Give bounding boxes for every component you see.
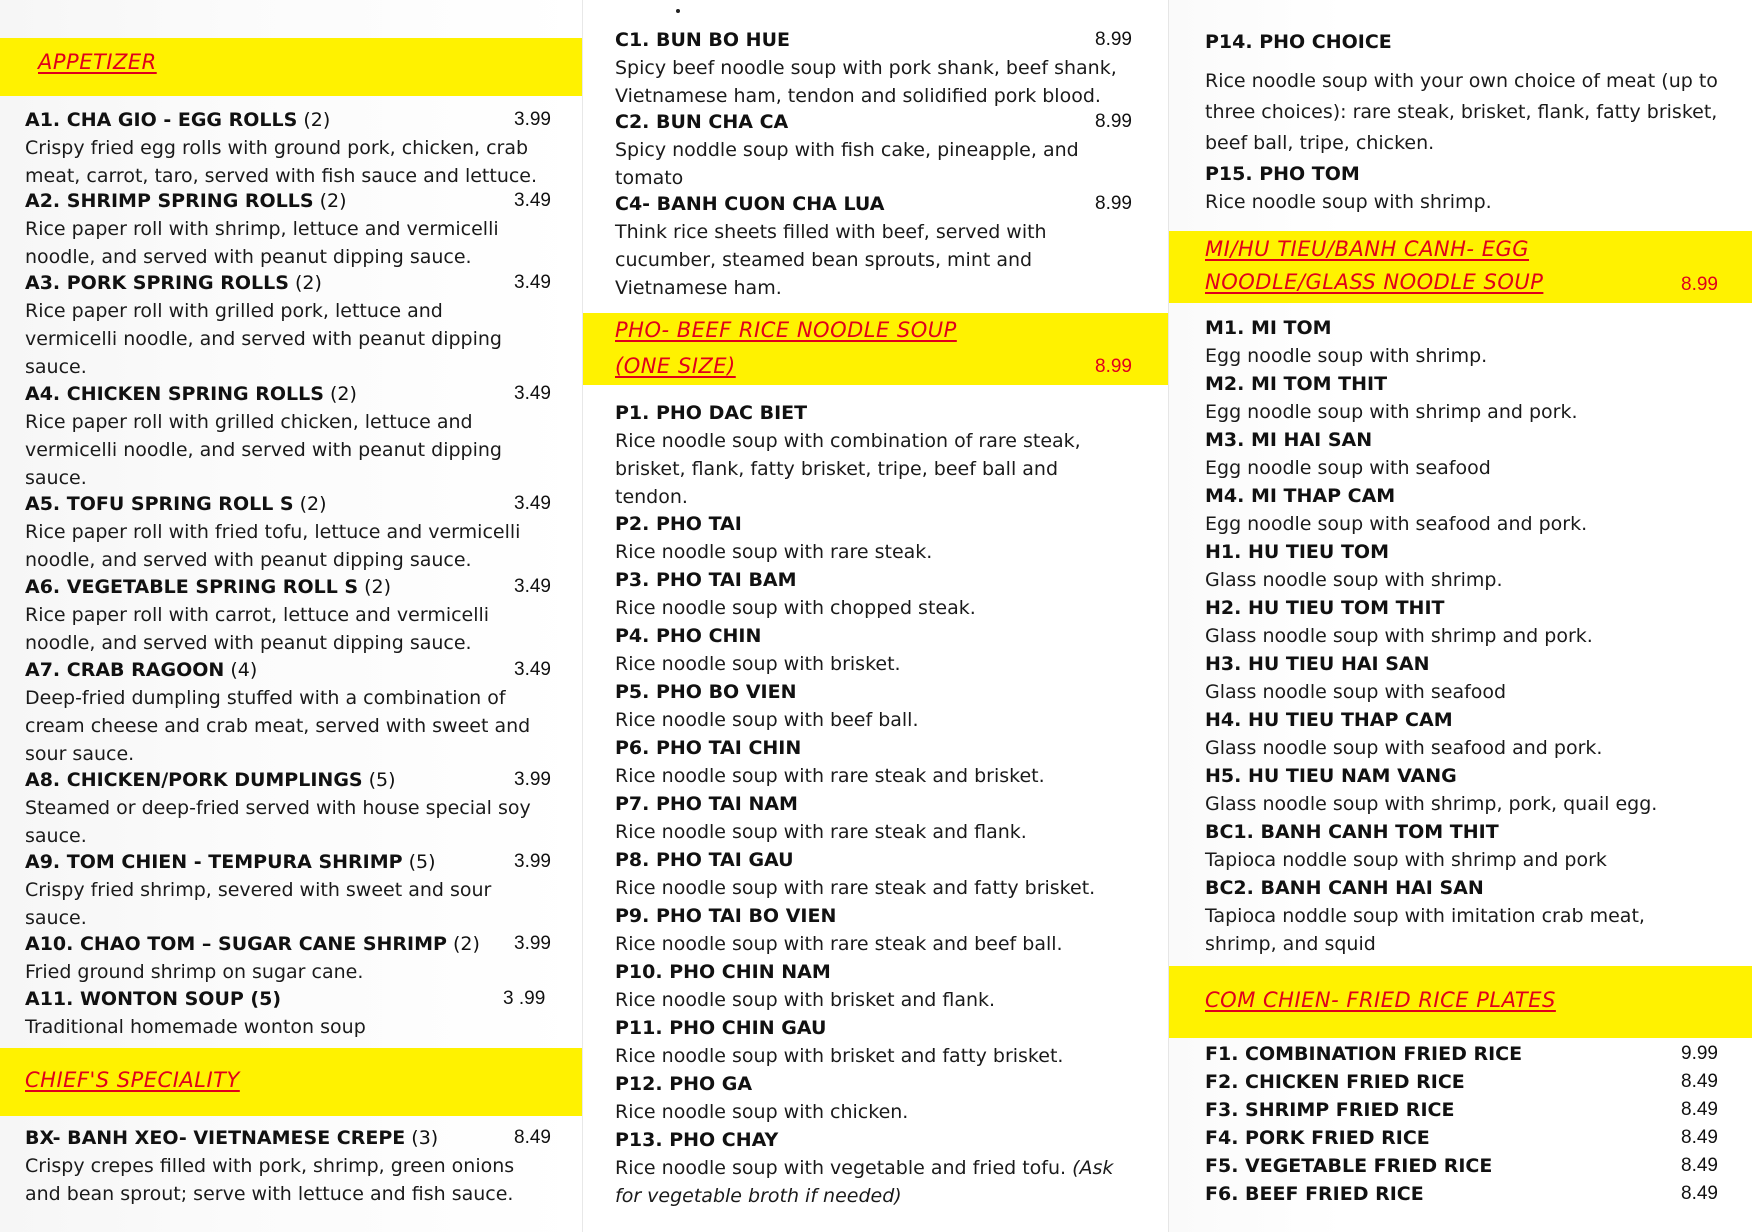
menu-item-name (615, 680, 796, 704)
menu-item-description (1205, 342, 1487, 370)
menu-panel-center (582, 0, 1169, 1232)
menu-item-name-text: P10. PHO CHIN NAM (615, 961, 831, 983)
menu-item-name (1205, 1098, 1454, 1122)
menu-item-name-text: F2. CHICKEN FRIED RICE (1205, 1071, 1465, 1093)
mi-heading-line1: MI/HU TIEU/BANH CANH- EGG (1205, 237, 1530, 261)
menu-item-price: 8.49 (1681, 1183, 1718, 1204)
menu-item-name: A11. WONTON SOUP (5) (25, 988, 282, 1010)
menu-item-name-text: P12. PHO GA (615, 1073, 753, 1095)
menu-item-name-text: H4. HU TIEU THAP CAM (1205, 709, 1453, 731)
menu-item-description (1205, 454, 1491, 482)
menu-item-name-text: M1. MI TOM (1205, 317, 1332, 339)
menu-item-name (615, 736, 801, 760)
description-line (615, 1154, 1113, 1182)
menu-item-description (1205, 846, 1607, 874)
menu-item-price: 8.49 (1681, 1127, 1718, 1148)
menu-item-description: Spicy beef noodle soup with pork shank, beef shank, Vietnamese ham, tendon and solidified pork blood. (615, 57, 1117, 107)
menu-item-name (615, 960, 831, 984)
menu-item-description (1205, 902, 1645, 958)
menu-item-description (1205, 622, 1593, 650)
chief-speciality-heading: CHIEF'S SPECIALITY (25, 1068, 240, 1092)
menu-item-price: 3.49 (514, 659, 551, 680)
description-line: Rice noodle soup with rare steak and fatty brisket. (615, 877, 1096, 899)
description-line: Glass noodle soup with shrimp, pork, quail egg. (1205, 793, 1658, 815)
description-line: Tapioca noddle soup with imitation crab meat, (1205, 905, 1645, 927)
menu-item-price: 8.49 (1681, 1155, 1718, 1176)
menu-item-description (1205, 510, 1587, 538)
menu-item-description (615, 874, 1095, 902)
menu-item-name-text: P4. PHO CHIN (615, 625, 762, 647)
description-line: Rice noodle soup with rare steak and brisket. (615, 765, 1045, 787)
menu-item-name: A2. SHRIMP SPRING ROLLS (2) (25, 190, 347, 212)
menu-item-name-text: F5. VEGETABLE FRIED RICE (1205, 1155, 1493, 1177)
menu-item-price: 3.49 (514, 272, 551, 293)
description-line: Glass noodle soup with seafood and pork. (1205, 737, 1603, 759)
menu-item-name: C4- BANH CUON CHA LUA (615, 193, 885, 215)
mi-section-price: 8.99 (1681, 274, 1718, 295)
menu-item-name (1205, 1154, 1492, 1178)
menu-item-description: Crispy fried shrimp, severed with sweet and sour sauce. (25, 879, 492, 929)
description-line: Rice noodle soup with combination of rare steak, (615, 430, 1081, 452)
menu-item-name: A1. CHA GIO - EGG ROLLS (2) (25, 109, 331, 131)
menu-item-name-text: H5. HU TIEU NAM VANG (1205, 765, 1457, 787)
menu-item-description: Rice paper roll with grilled chicken, lettuce and vermicelli noodle, and served with peanut dipping sauce. (25, 411, 502, 489)
menu-item-name-text: F1. COMBINATION FRIED RICE (1205, 1043, 1523, 1065)
menu-item-name-text: F3. SHRIMP FRIED RICE (1205, 1099, 1455, 1121)
menu-item-name (615, 904, 836, 928)
menu-item-description: Spicy noddle soup with fish cake, pineapple, and tomato (615, 139, 1079, 189)
menu-item-description (615, 762, 1045, 790)
menu-item-name (1205, 316, 1332, 340)
menu-item-price: 3.99 (514, 109, 551, 130)
menu-item-name: A5. TOFU SPRING ROLL S (2) (25, 493, 327, 515)
menu-item-name (615, 1128, 778, 1152)
description-line: Egg noodle soup with seafood (1205, 457, 1491, 479)
menu-item-name-text: P13. PHO CHAY (615, 1129, 779, 1151)
menu-item-name-text: BC2. BANH CANH HAI SAN (1205, 877, 1484, 899)
menu-item-price: 8.49 (1681, 1071, 1718, 1092)
menu-item-name-text: P7. PHO TAI NAM (615, 793, 798, 815)
menu-item-description: Traditional homemade wonton soup (25, 1016, 366, 1038)
description-line: Rice noodle soup with brisket. (615, 653, 901, 675)
menu-item-description (615, 706, 919, 734)
pho-section-price: 8.99 (1095, 356, 1132, 377)
menu-item-name (1205, 708, 1453, 732)
menu-item-description (615, 1098, 908, 1126)
menu-item-price: 3.49 (514, 190, 551, 211)
description-line: Rice noodle soup with brisket and fatty brisket. (615, 1045, 1064, 1067)
menu-item-description (1205, 790, 1657, 818)
menu-item-name-text: P5. PHO BO VIEN (615, 681, 797, 703)
menu-item-description: Crispy fried egg rolls with ground pork, chicken, crab meat, carrot, taro, served with fish sauce and lettuce. (25, 137, 538, 187)
description-line: Egg noodle soup with shrimp and pork. (1205, 401, 1578, 423)
menu-item-description: Think rice sheets filled with beef, served with cucumber, steamed bean sprouts, mint and Vietnamese ham. (615, 221, 1047, 299)
menu-item-description (615, 1154, 1113, 1210)
menu-item-description: Rice paper roll with fried tofu, lettuce and vermicelli noodle, and served with peanut dipping sauce. (25, 521, 521, 571)
menu-item-name (615, 1072, 752, 1096)
appetizer-heading: APPETIZER (38, 50, 157, 74)
description-line (615, 1182, 1113, 1210)
menu-item-name-text: M2. MI TOM THIT (1205, 373, 1388, 395)
menu-item-name-text: P3. PHO TAI BAM (615, 569, 797, 591)
menu-item-name-text: F6. BEEF FRIED RICE (1205, 1183, 1424, 1205)
menu-item-price: 8.99 (1095, 111, 1132, 132)
description-line: Rice noodle soup with chopped steak. (615, 597, 976, 619)
description-line: Rice noodle soup with rare steak and beef ball. (615, 933, 1063, 955)
description-line: Rice noodle soup with brisket and flank. (615, 989, 996, 1011)
menu-item-name-text: M4. MI THAP CAM (1205, 485, 1396, 507)
menu-item-name (1205, 764, 1457, 788)
menu-item-name-text: P1. PHO DAC BIET (615, 402, 808, 424)
menu-item-name (1205, 428, 1372, 452)
menu-item-name: A8. CHICKEN/PORK DUMPLINGS (5) (25, 769, 396, 791)
menu-item-name (1205, 1126, 1430, 1150)
menu-item-name: A10. CHAO TOM – SUGAR CANE SHRIMP (2) (25, 933, 480, 955)
description-text: Rice noodle soup with vegetable and fried tofu. (615, 1157, 1067, 1179)
menu-item-price: 3.49 (514, 383, 551, 404)
menu-item-name-text: P9. PHO TAI BO VIEN (615, 905, 837, 927)
menu-item-price: 8.49 (1681, 1099, 1718, 1120)
menu-item-name-text: F4. PORK FRIED RICE (1205, 1127, 1430, 1149)
menu-item-description (615, 650, 901, 678)
menu-item-name (1205, 540, 1389, 564)
menu-item-name (1205, 372, 1387, 396)
menu-item-description (615, 986, 995, 1014)
menu-item-name (1205, 652, 1430, 676)
menu-item-price: 3.99 (514, 933, 551, 954)
menu-item-description: Rice paper roll with shrimp, lettuce and vermicelli noodle, and served with peanut dipping sauce. (25, 218, 499, 268)
description-line: Rice noodle soup with rare steak and flank. (615, 821, 1027, 843)
menu-item-name (615, 624, 761, 648)
menu-panel-right (1168, 0, 1752, 1232)
menu-item-name: A3. PORK SPRING ROLLS (2) (25, 272, 322, 294)
menu-item-name: A6. VEGETABLE SPRING ROLL S (2) (25, 576, 392, 598)
menu-item-description: Rice noodle soup with shrimp. (1205, 191, 1492, 213)
menu-item-name (1205, 484, 1395, 508)
menu-item-price: 3.49 (514, 576, 551, 597)
menu-item-description (1205, 566, 1503, 594)
menu-item-name-text: P11. PHO CHIN GAU (615, 1017, 827, 1039)
menu-item-price: 8.99 (1095, 193, 1132, 214)
menu-item-price: 9.99 (1681, 1043, 1718, 1064)
menu-item-description (1205, 678, 1506, 706)
description-line: Rice noodle soup with chicken. (615, 1101, 909, 1123)
menu-item-price: 3.99 (514, 851, 551, 872)
description-note: for vegetable broth if needed) (615, 1185, 902, 1207)
menu-item-name: A7. CRAB RAGOON (4) (25, 659, 258, 681)
description-line: Glass noodle soup with seafood (1205, 681, 1507, 703)
menu-item-price: 3.49 (514, 493, 551, 514)
description-line: Tapioca noddle soup with shrimp and pork (1205, 849, 1607, 871)
menu-item-name (615, 848, 794, 872)
menu-item-name-text: H2. HU TIEU TOM THIT (1205, 597, 1445, 619)
menu-item-name: C2. BUN CHA CA (615, 111, 789, 133)
description-line: tendon. (615, 486, 688, 508)
pho-heading-line2: (ONE SIZE) (615, 354, 736, 378)
menu-item-name-text: M3. MI HAI SAN (1205, 429, 1373, 451)
menu-item-name-text: H1. HU TIEU TOM (1205, 541, 1389, 563)
menu-item-name (1205, 876, 1484, 900)
menu-item-name: BX- BANH XEO- VIETNAMESE CREPE (3) (25, 1127, 439, 1149)
menu-item-name (615, 512, 742, 536)
menu-item-name: A9. TOM CHIEN - TEMPURA SHRIMP (5) (25, 851, 436, 873)
menu-item-description: Deep-fried dumpling stuffed with a combination of cream cheese and crab meat, served with sweet and sour sauce. (25, 687, 531, 765)
description-line: Rice noodle soup with beef ball. (615, 709, 919, 731)
menu-item-price: 8.99 (1095, 29, 1132, 50)
menu-item-description: Rice noodle soup with your own choice of meat (up to three choices): rare steak, brisket, flank, fatty brisket, beef ball, tripe, chicken. (1205, 70, 1718, 154)
menu-item-name: A4. CHICKEN SPRING ROLLS (2) (25, 383, 357, 405)
pho-heading-line1: PHO- BEEF RICE NOODLE SOUP (615, 318, 957, 342)
menu-item-name-text: P6. PHO TAI CHIN (615, 737, 802, 759)
menu-item-name-text: BC1. BANH CANH TOM THIT (1205, 821, 1499, 843)
menu-item-price: 8.49 (514, 1127, 551, 1148)
menu-item-price: 3 .99 (503, 988, 546, 1009)
menu-item-description (1205, 734, 1602, 762)
menu-item-description (615, 594, 976, 622)
description-line: Egg noodle soup with seafood and pork. (1205, 513, 1588, 535)
menu-item-description: Fried ground shrimp on sugar cane. (25, 961, 364, 983)
menu-item-name: P15. PHO TOM (1205, 163, 1360, 185)
menu-item-name: C1. BUN BO HUE (615, 29, 790, 51)
menu-item-description: Rice paper roll with grilled pork, lettuce and vermicelli noodle, and served with peanut dipping sauce. (25, 300, 502, 378)
menu-item-description: Crispy crepes filled with pork, shrimp, green onions and bean sprout; serve with lettuce and fish sauce. (25, 1155, 515, 1205)
menu-item-description (615, 818, 1027, 846)
menu-item-name (615, 792, 798, 816)
menu-item-name-text: P8. PHO TAI GAU (615, 849, 794, 871)
mi-heading-line2: NOODLE/GLASS NOODLE SOUP (1205, 270, 1544, 294)
menu-item-name (615, 1016, 826, 1040)
menu-item-description (615, 1042, 1063, 1070)
menu-item-description (615, 427, 1081, 511)
menu-item-description: Rice paper roll with carrot, lettuce and vermicelli noodle, and served with peanut dipping sauce. (25, 604, 490, 654)
menu-item-description (615, 538, 932, 566)
menu-item-name (1205, 1182, 1424, 1206)
fold-mark (676, 9, 680, 13)
description-line: Rice noodle soup with rare steak. (615, 541, 933, 563)
menu-item-name (1205, 820, 1499, 844)
description-line: brisket, flank, fatty brisket, tripe, beef ball and (615, 458, 1059, 480)
description-line: Glass noodle soup with shrimp. (1205, 569, 1503, 591)
menu-item-name (1205, 1042, 1522, 1066)
menu-panel-left (0, 0, 582, 1232)
menu-item-description: Steamed or deep-fried served with house special soy sauce. (25, 797, 531, 847)
menu-item-name-text: P2. PHO TAI (615, 513, 742, 535)
menu-item-description (1205, 398, 1578, 426)
description-line: Egg noodle soup with shrimp. (1205, 345, 1488, 367)
com-chien-heading: COM CHIEN- FRIED RICE PLATES (1205, 988, 1556, 1012)
menu-item-name: P14. PHO CHOICE (1205, 31, 1392, 53)
menu-item-description (615, 930, 1063, 958)
description-note: (Ask (1072, 1157, 1114, 1179)
menu-item-name (615, 401, 807, 425)
menu-item-name (1205, 596, 1444, 620)
menu-item-name-text: H3. HU TIEU HAI SAN (1205, 653, 1430, 675)
menu-item-name (1205, 1070, 1465, 1094)
menu-item-name (615, 568, 797, 592)
menu-item-price: 3.99 (514, 769, 551, 790)
description-line: shrimp, and squid (1205, 933, 1376, 955)
description-line: Glass noodle soup with shrimp and pork. (1205, 625, 1593, 647)
